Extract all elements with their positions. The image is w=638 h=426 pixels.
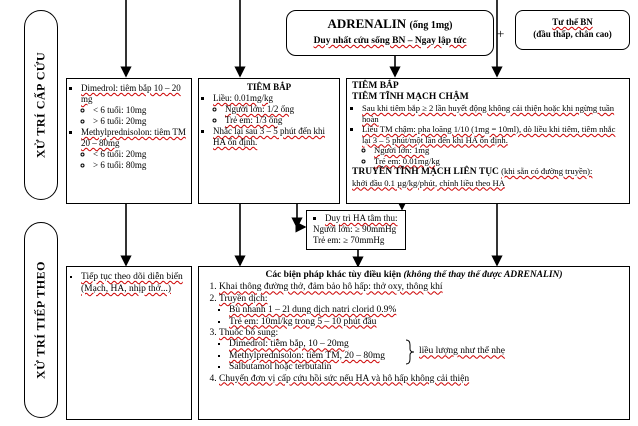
iv-item-indication: ▪ Sau khi tiêm bắp ≥ 2 lần huyết động không cải thiện hoặc khi ngừng tuần hoàn (362, 103, 624, 124)
section-followup-text: XỬ TRÍ TIẾP THEO (33, 261, 48, 379)
other-step-3b: ▪ Methylprednisolon: tiêm TM, 20 – 80mg (229, 351, 414, 362)
im-title: TIÊM BẮP (246, 82, 292, 92)
maintain-item: ▪ Duy trì HA tâm thu: (325, 213, 402, 224)
iv-infusion-line: khởi đầu 0.1 µg/kg/phút, chỉnh liều theo HA (352, 177, 505, 188)
iv-sub-adult: ◦ Người lớn: 1mg (374, 145, 624, 156)
iv-title3: TRUYỀN TĨNH MẠCH LIÊN TỤC (352, 167, 499, 177)
iv-title2: TIÊM TĨNH MẠCH CHẬM (352, 92, 469, 102)
section-emergency-text: XỬ TRÍ CẤP CỨU (33, 51, 48, 159)
other-step-2: 2. Truyền dịch: ▪ Bù nhanh 1 – 2l dung dịch natri clorid 0.9% ▪ Trẻ em: 10ml/kg trong 5 – 10 phút đầu (219, 294, 623, 328)
im-sub-adult: ◦ Người lớn: 1/2 ống (225, 104, 335, 115)
other-step-1: 1. Khai thông đường thở, đảm bảo hô hấp: thở oxy, thông khí (219, 282, 623, 293)
other-title: Các biện pháp khác tùy điều kiện (265, 270, 402, 280)
im-item-repeat: ▪ Nhắc lại sau 3 – 5 phút đến khi HA ổn định. (213, 126, 335, 148)
other-step-4: 4. Chuyển đơn vị cấp cứu hồi sức nếu HA và hô hấp không cải thiện (219, 374, 623, 385)
iv-item-dose: ▪ Liều TM chậm: pha loãng 1/10 (1mg = 10ml), dò liều khi tiêm, tiêm nhắc lại 3 – 5 phút/một lần đến khi HA ổn định. ◦ Người lớn: 1mg ◦ Trẻ em: 0.01mg/kg (362, 124, 624, 166)
cortico-sub: ◦ < 6 tuổi: 20mg (93, 149, 187, 160)
iv-title1: TIÊM BẮP (352, 81, 399, 91)
adrenalin-box (286, 10, 494, 56)
other-step-2b: ▪ Trẻ em: 10ml/kg trong 5 – 10 phút đầu (229, 317, 623, 328)
section-emergency-label (24, 10, 58, 200)
maintain-bp-box (306, 210, 406, 250)
other-step-3a: ▪ Dimedrol: tiêm bắp, 10 – 20mg (229, 339, 414, 350)
im-injection-box (198, 78, 340, 204)
maintain-child: Trẻ em: ≥ 70mmHg (313, 235, 385, 245)
adrenalin-title: ADRENALIN (327, 16, 407, 31)
adrenalin-subtitle: Duy nhất cứu sống BN – Ngay lập tức (313, 36, 467, 46)
cortico-item-dimedrol: ▪ Dimedrol: tiêm bắp 10 – 20 mg ◦ < 6 tuổi: 10mg ◦ > 6 tuổi: 20mg (81, 83, 187, 127)
cortico-sub: ◦ > 6 tuổi: 80mg (93, 160, 187, 171)
patient-position-box (515, 10, 630, 50)
im-sub-child: ◦ Trẻ em: 1/3 ống (225, 115, 335, 126)
cortico-sub: ◦ < 6 tuổi: 10mg (93, 105, 187, 116)
cortico-sub: ◦ > 6 tuổi: 20mg (93, 116, 187, 127)
other-step-3c: ▪ Salbutamol hoặc terbutalin (229, 362, 414, 373)
plus-sign: + (497, 26, 505, 41)
monitor-box (66, 266, 192, 420)
iv-sub-child: ◦ Trẻ em: 0.01mg/kg (374, 156, 624, 167)
other-step-2a: ▪ Bù nhanh 1 – 2l dung dịch natri clorid 0.9% (229, 305, 623, 316)
other-measures-box (198, 266, 630, 420)
cortico-item-methylpred: ▪ Methylprednisolon: tiêm TM 20 – 80mg ◦ < 6 tuổi: 20mg ◦ > 6 tuổi: 80mg (81, 127, 187, 171)
other-step-3-note: liều lượng như thể nhẹ (419, 346, 506, 357)
other-title-note: (không thể thay thế được ADRENALIN) (403, 270, 563, 280)
section-followup-label (24, 222, 58, 418)
monitor-item: ▪ Tiếp tục theo dõi diễn biến (Mạch, HA, nhịp thở...) (81, 271, 185, 295)
im-item-dose: ▪ Liều: 0.01mg/kg ◦ Người lớn: 1/2 ống ◦ Trẻ em: 1/3 ống (213, 93, 335, 126)
dose-brace (405, 339, 415, 365)
maintain-adult: Người lớn: ≥ 90mmHg (313, 224, 397, 234)
iv-title3-note: (khi sẵn có đường truyền): (501, 166, 593, 176)
iv-injection-box (346, 78, 630, 204)
other-step-3: 3. Thuốc bổ sung: ▪ Dimedrol: tiêm bắp, 10 – 20mg ▪ Methylprednisolon: tiêm TM, 20 – 80mg ▪ Salbutamol hoặc terbutalin liều lượng như thể nhẹ (219, 328, 623, 374)
position-title: Tư thế BN (552, 17, 593, 27)
position-detail: (đầu thấp, chân cao) (533, 29, 612, 39)
cortico-box (66, 78, 192, 204)
adrenalin-dose: (ống 1mg) (409, 20, 453, 31)
